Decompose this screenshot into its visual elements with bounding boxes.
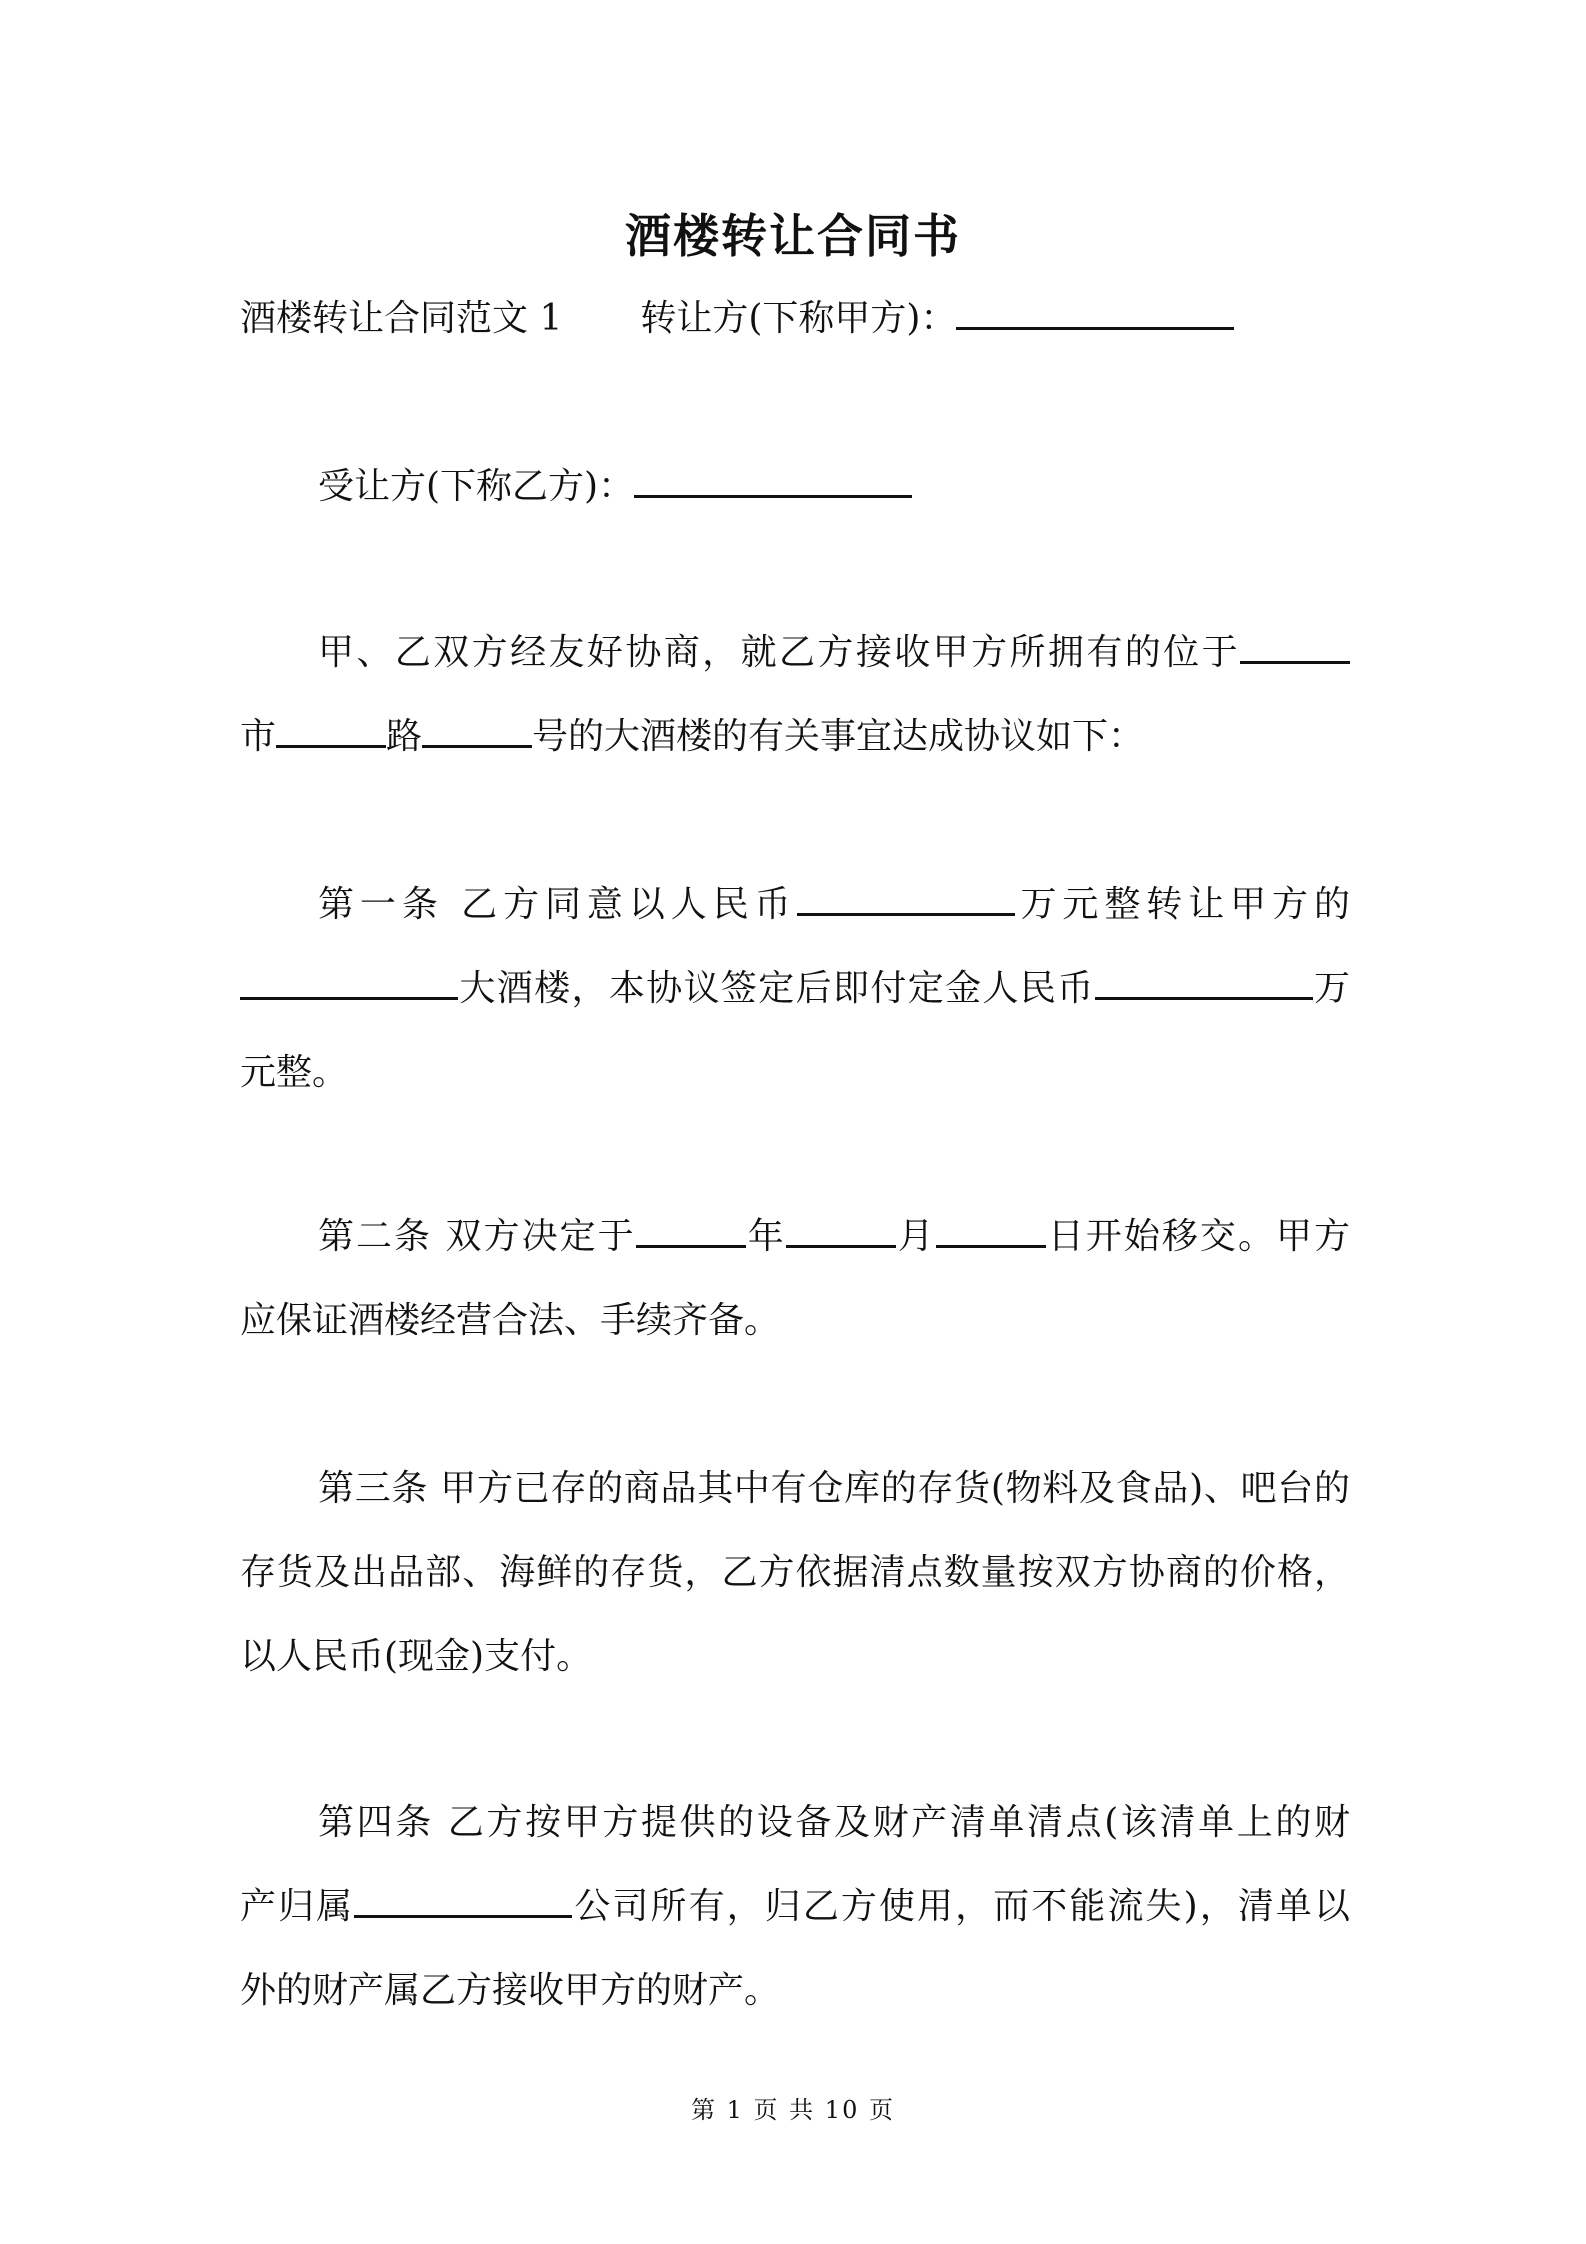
article-4-line-2: 产归属 公司所有，归乙方使用，而不能流失)，清单以 bbox=[240, 1880, 1350, 1934]
day-blank bbox=[936, 1211, 1046, 1248]
transferee-label: 受让方(下称乙方)： bbox=[318, 466, 635, 507]
number-blank bbox=[422, 711, 532, 748]
article-2-line-1: 第二条 双方决定于 年 月 日开始移交。甲方 bbox=[318, 1210, 1350, 1264]
city-blank bbox=[1240, 627, 1350, 664]
transferee-blank bbox=[634, 461, 912, 498]
price-blank bbox=[797, 879, 1015, 916]
month-blank bbox=[786, 1211, 896, 1248]
article-2-line-2: 应保证酒楼经营合法、手续齐备。 bbox=[240, 1300, 781, 1341]
intro-line-2: 市 路 号的大酒楼的有关事宜达成协议如下： bbox=[240, 710, 1350, 764]
intro-line-1: 甲、乙双方经友好协商，就乙方接收甲方所拥有的位于 bbox=[318, 626, 1350, 680]
document-title: 酒楼转让合同书 bbox=[625, 209, 961, 263]
restaurant-name-blank bbox=[240, 963, 458, 1000]
year-blank bbox=[636, 1211, 746, 1248]
page-footer: 第 1 页 共 10 页 bbox=[691, 2096, 895, 2124]
transferor-label: 转让方(下称甲方)： bbox=[640, 298, 957, 339]
deposit-blank bbox=[1095, 963, 1313, 1000]
article-1-line-2: 大酒楼，本协议签定后即付定金人民币 万 bbox=[240, 962, 1350, 1016]
article-1-line-1: 第一条 乙方同意以人民币 万元整转让甲方的 bbox=[318, 878, 1350, 932]
company-blank bbox=[354, 1881, 572, 1918]
line-transferee bbox=[318, 460, 1350, 514]
article-1-line-3: 元整。 bbox=[240, 1052, 349, 1093]
sample-label: 酒楼转让合同范文 1 bbox=[240, 298, 563, 339]
line-parties-transferor bbox=[240, 292, 1350, 346]
road-blank bbox=[276, 711, 386, 748]
article-3-line-1: 第三条 甲方已存的商品其中有仓库的存货(物料及食品)、吧台的 bbox=[318, 1468, 1350, 1509]
article-4-line-3: 外的财产属乙方接收甲方的财产。 bbox=[240, 1970, 781, 2011]
transferor-blank bbox=[956, 293, 1234, 330]
article-4-line-1: 第四条 乙方按甲方提供的设备及财产清单清点(该清单上的财 bbox=[318, 1802, 1350, 1843]
article-3-line-2: 存货及出品部、海鲜的存货，乙方依据清点数量按双方协商的价格， bbox=[240, 1552, 1350, 1593]
article-3-line-3: 以人民币(现金)支付。 bbox=[240, 1636, 593, 1677]
